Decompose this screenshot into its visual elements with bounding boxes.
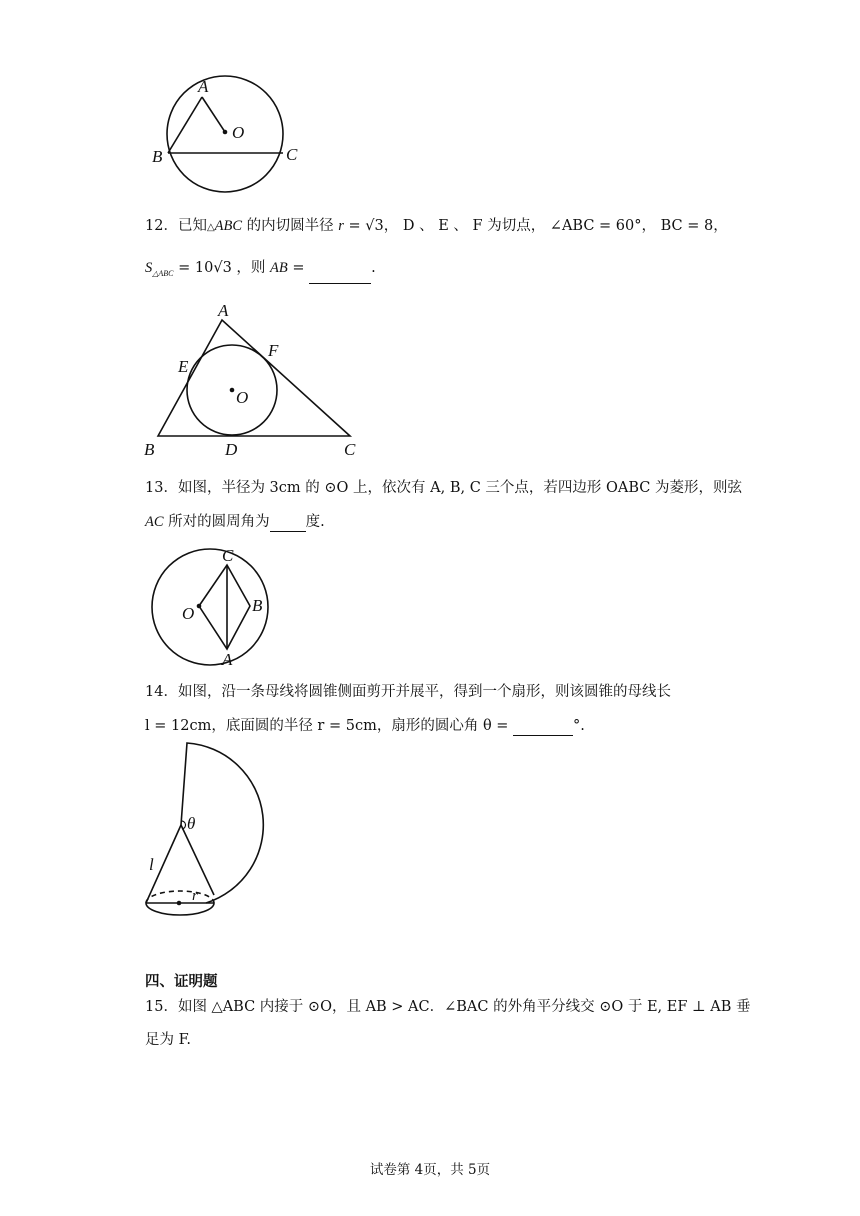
label-a: A [222,650,233,669]
section-title: 四、证明题 [145,974,218,990]
label-c: C [286,145,298,164]
question-13-line1: 13．如图，半径为 3cm 的 ⊙O 上，依次有 A, B, C 三个点，若四边形 OABC 为菱形，则弦 [145,480,742,496]
label-c: C [344,440,356,459]
question-15-line2: 足为 F. [145,1032,192,1048]
label-r: r [192,888,198,904]
question-15-line1: 15．如图 △ABC 内接于 ⊙O，且 AB > AC．∠BAC 的外角平分线交 ⊙O 于 E, EF ⊥ AB 垂 [145,999,751,1015]
label-a: A [198,77,209,96]
label-theta: θ [187,814,196,833]
figure-circle-chord-bc [140,70,320,200]
label-o: O [236,388,249,407]
answer-blank-12[interactable] [309,267,371,284]
answer-blank-13[interactable] [270,515,306,532]
label-b: B [252,596,263,615]
question-12-line1: 12．已知△ABC 的内切圆半径 r = √3， D 、 E 、 F 为切点， ∠ABC = 60°， BC = 8， [145,218,728,234]
label-d: D [225,440,238,459]
question-14-line2: l = 12cm，底面圆的半径 r = 5cm，扇形的圆心角 θ = °. [145,718,585,734]
question-12-line2: $S_{\triangle ABC} = 10√3$ ，则 AB = . [145,258,725,284]
label-o: O [182,604,195,623]
label-e: E [178,357,189,376]
label-b: B [144,440,155,459]
question-13-line2: AC 所对的圆周角为 度. [145,514,325,530]
question-14-line1: 14．如图，沿一条母线将圆锥侧面剪开并展平，得到一个扇形，则该圆锥的母线长 [145,684,671,700]
label-o: O [232,123,245,142]
figure-cone-sector [138,735,278,925]
label-l: l [149,855,154,874]
figure-incircle-triangle [138,298,368,463]
label-a: A [218,301,229,320]
page-footer: 试卷第 4页，共 5页 [369,1162,491,1178]
answer-blank-14[interactable] [513,719,573,736]
label-c: C [222,546,234,565]
label-b: B [152,147,163,166]
figure-rhombus-in-circle [140,545,280,670]
label-f: F [268,341,279,360]
